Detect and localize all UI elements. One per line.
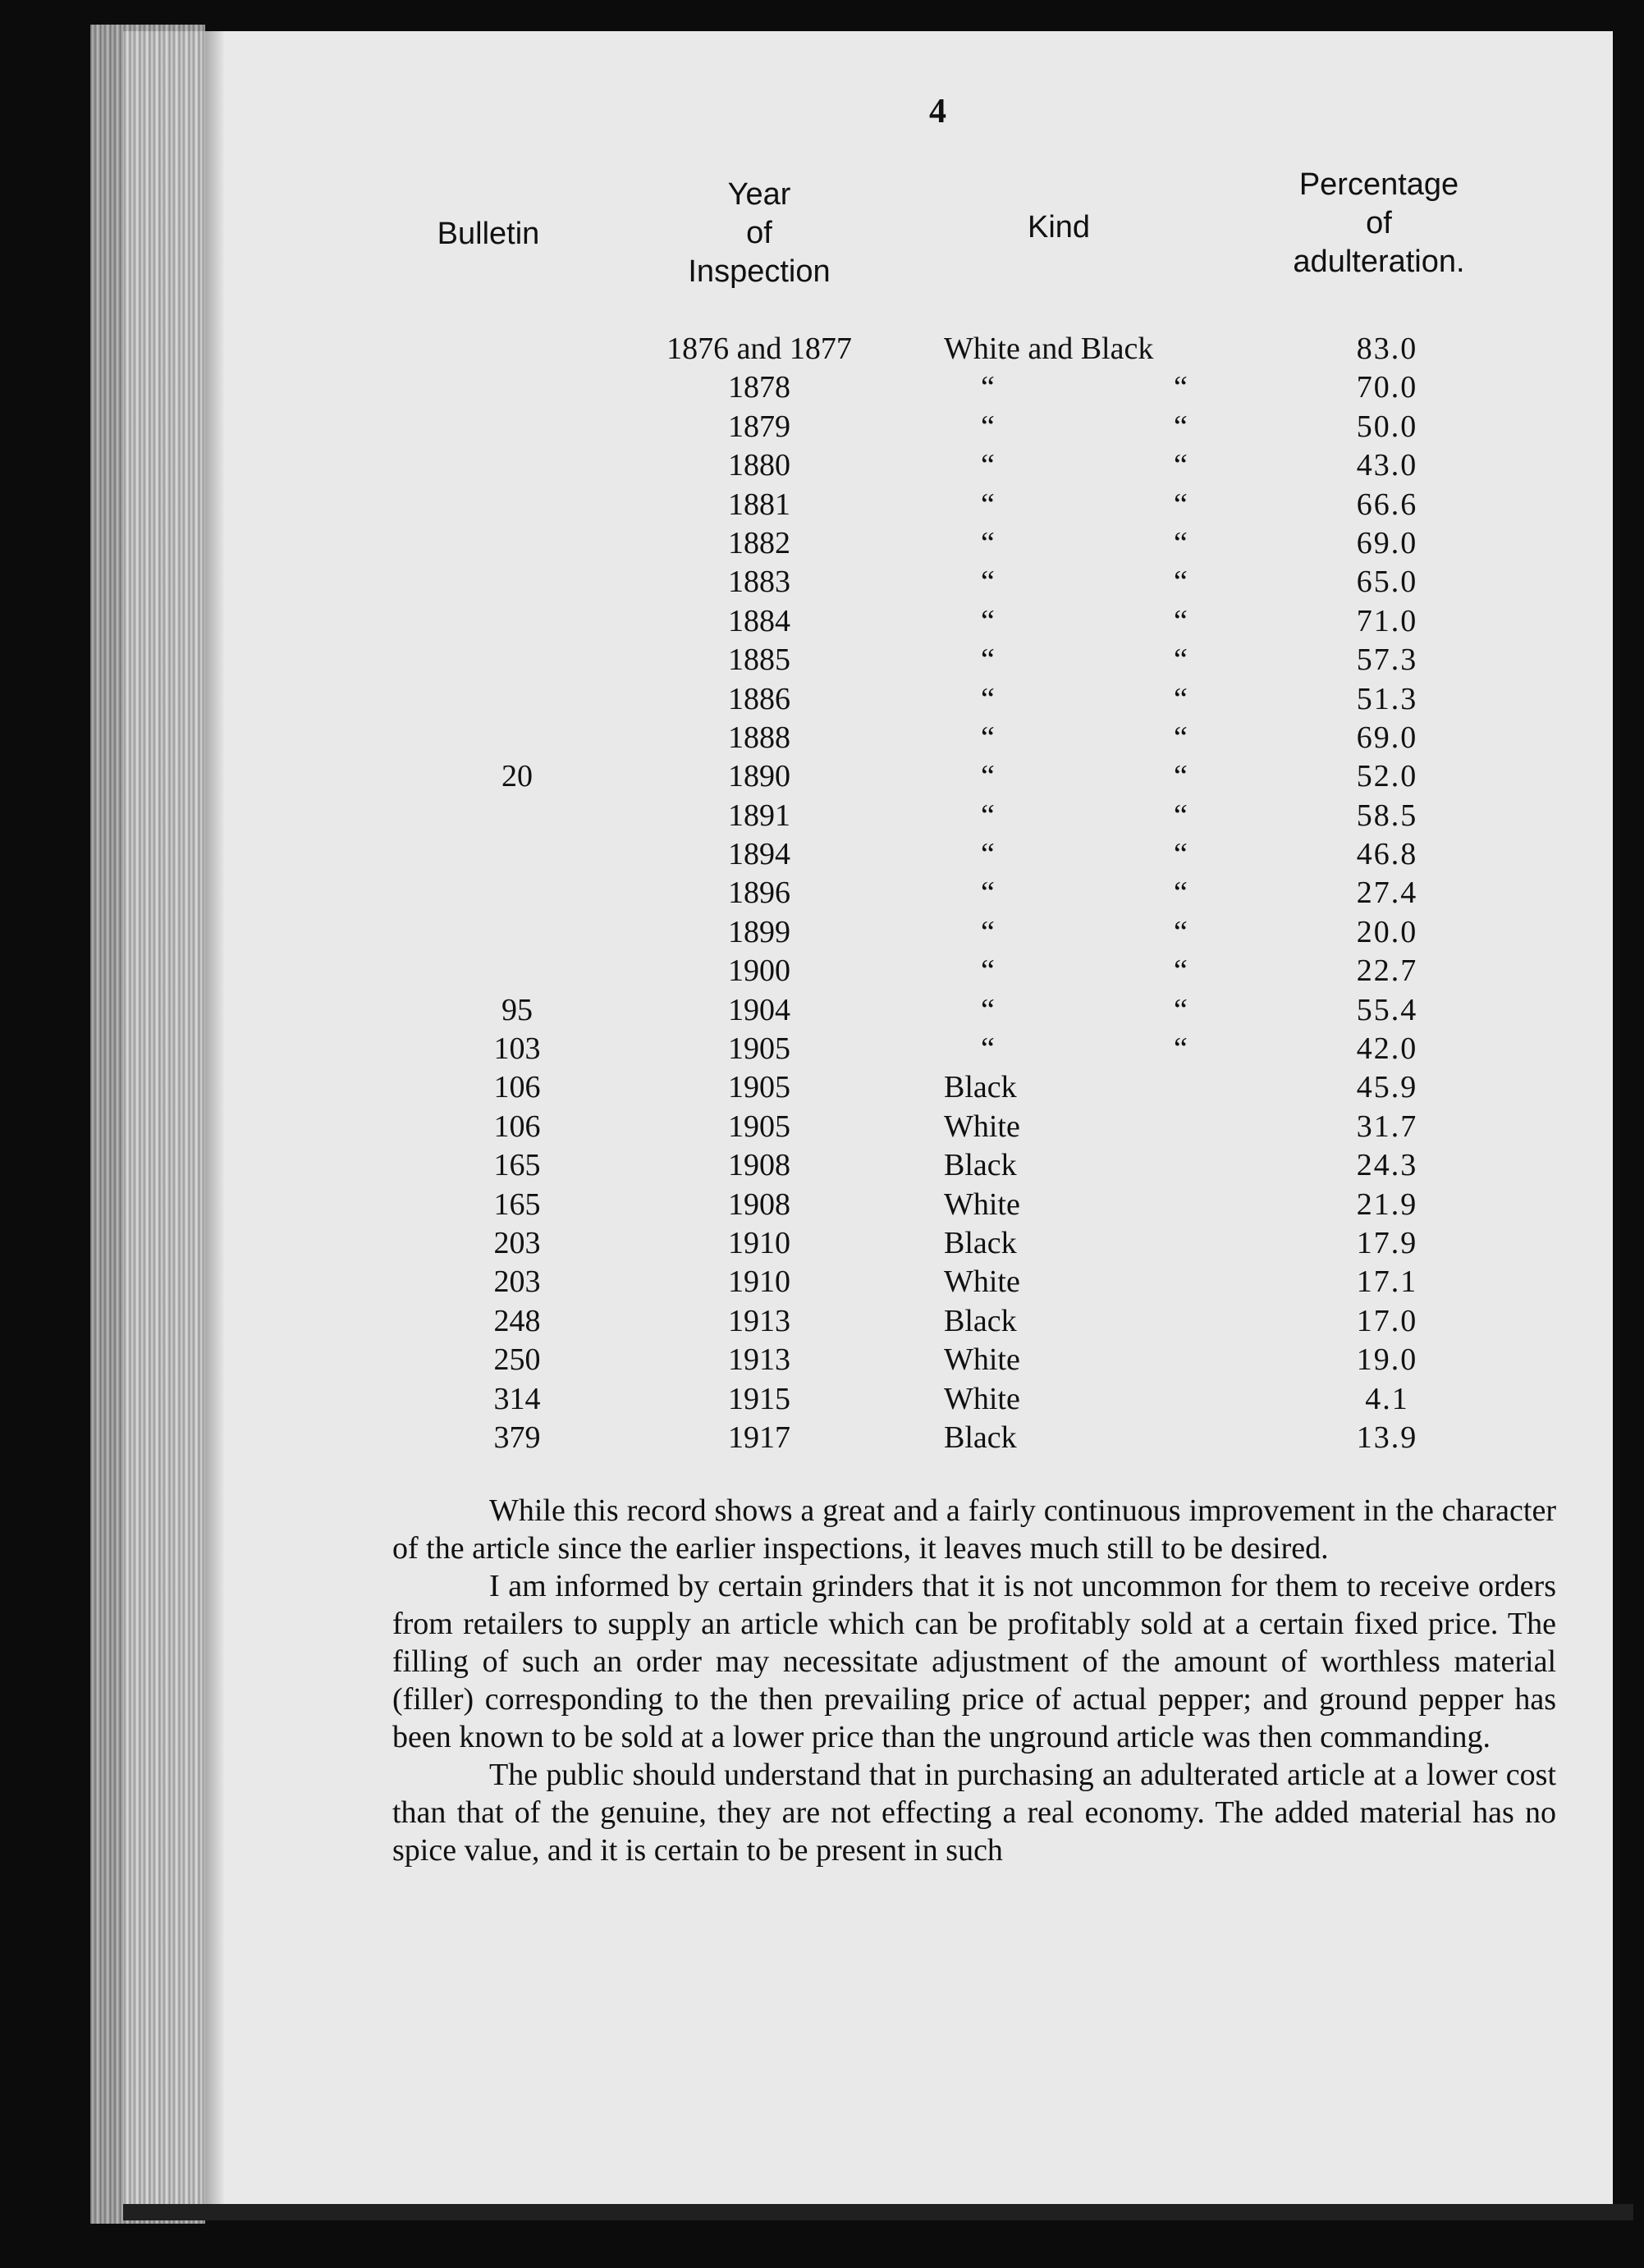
- cell-kind: Black: [944, 1303, 1017, 1338]
- cell-year: 1905: [728, 1109, 790, 1144]
- paragraph: The public should understand that in purchasing an adulterated article at a lower cost than that of the genuine, they are not effecting a real economy. The added material has no spice value, and it is certain to be present in such: [392, 1758, 1556, 1868]
- cell-year: 1881: [728, 487, 790, 522]
- table-row: [0, 563, 1644, 601]
- cell-kind-ditto: “: [1174, 565, 1188, 600]
- cell-percentage: 17.0: [1356, 1303, 1418, 1338]
- header-year-line: of: [746, 216, 772, 250]
- cell-percentage: 20.0: [1356, 914, 1418, 949]
- header-year-line: Year: [727, 177, 791, 212]
- cell-year: 1905: [728, 1031, 790, 1067]
- cell-year: 1880: [728, 448, 790, 483]
- cell-percentage: 66.6: [1356, 487, 1418, 522]
- table-row: [0, 1186, 1644, 1224]
- table-row: [0, 874, 1644, 912]
- cell-kind-ditto: “: [981, 759, 995, 794]
- cell-kind-ditto: “: [1174, 720, 1188, 755]
- header-percentage-line: Percentage: [1298, 167, 1459, 202]
- cell-year: 1899: [728, 914, 790, 949]
- cell-year: 1890: [728, 759, 790, 794]
- cell-kind-ditto: “: [981, 603, 995, 638]
- cell-kind-ditto: “: [1174, 681, 1188, 716]
- table-row: [0, 1419, 1644, 1457]
- cell-kind-ditto: “: [1174, 448, 1188, 483]
- cell-bulletin: 379: [493, 1420, 541, 1455]
- cell-kind: Black: [944, 1420, 1017, 1455]
- table-row: [0, 913, 1644, 952]
- table-row: [0, 408, 1644, 446]
- cell-percentage: 21.9: [1356, 1187, 1418, 1222]
- table-row: [0, 757, 1644, 796]
- cell-bulletin: 203: [493, 1225, 541, 1260]
- cell-kind-ditto: “: [1174, 603, 1188, 638]
- cell-year: 1908: [728, 1148, 790, 1183]
- cell-kind-ditto: “: [981, 992, 995, 1027]
- cell-percentage: 50.0: [1356, 409, 1418, 444]
- cell-percentage: 27.4: [1356, 876, 1418, 911]
- cell-kind-ditto: “: [981, 953, 995, 989]
- cell-kind-ditto: “: [1174, 759, 1188, 794]
- cell-percentage: 55.4: [1356, 992, 1418, 1027]
- cell-kind-ditto: “: [981, 487, 995, 522]
- table-row: [0, 1030, 1644, 1068]
- cell-kind-ditto: “: [981, 720, 995, 755]
- cell-percentage: 4.1: [1365, 1381, 1409, 1416]
- table-row: [0, 641, 1644, 679]
- table-row: [0, 1380, 1644, 1419]
- table-row: [0, 1224, 1644, 1263]
- cell-kind-ditto: “: [1174, 914, 1188, 949]
- cell-percentage: 69.0: [1356, 720, 1418, 755]
- cell-kind-ditto: “: [981, 798, 995, 833]
- cell-year: 1883: [728, 565, 790, 600]
- cell-kind: White and Black: [944, 332, 1154, 366]
- cell-bulletin: 248: [493, 1303, 541, 1338]
- cell-kind: Black: [944, 1070, 1017, 1105]
- cell-kind-ditto: “: [1174, 953, 1188, 989]
- cell-year: 1900: [728, 953, 790, 989]
- cell-percentage: 69.0: [1356, 525, 1418, 560]
- cell-kind-ditto: “: [981, 681, 995, 716]
- cell-year: 1905: [728, 1070, 790, 1105]
- page-bottom-edge: [123, 2204, 1633, 2220]
- header-year-line: Inspection: [688, 254, 831, 289]
- cell-kind-ditto: “: [1174, 370, 1188, 405]
- table-row: [0, 1341, 1644, 1379]
- cell-bulletin: 106: [493, 1109, 541, 1144]
- cell-percentage: 46.8: [1356, 837, 1418, 872]
- header-percentage-line: adulteration.: [1293, 245, 1465, 279]
- cell-kind-ditto: “: [981, 370, 995, 405]
- cell-year: 1908: [728, 1187, 790, 1222]
- cell-year: 1882: [728, 525, 790, 560]
- cell-kind-ditto: “: [981, 914, 995, 949]
- cell-year: 1886: [728, 681, 790, 716]
- cell-kind-ditto: “: [1174, 876, 1188, 911]
- cell-kind-ditto: “: [1174, 798, 1188, 833]
- cell-year: 1904: [728, 992, 790, 1027]
- cell-kind-ditto: “: [1174, 642, 1188, 678]
- cell-bulletin: 103: [493, 1031, 541, 1067]
- cell-kind: White: [944, 1109, 1020, 1144]
- table-row: [0, 602, 1644, 641]
- table-row: [0, 797, 1644, 835]
- table-row: [0, 991, 1644, 1030]
- cell-kind: White: [944, 1264, 1020, 1300]
- cell-percentage: 70.0: [1356, 370, 1418, 405]
- cell-percentage: 58.5: [1356, 798, 1418, 833]
- cell-percentage: 31.7: [1356, 1109, 1418, 1144]
- cell-year: 1884: [728, 603, 790, 638]
- cell-kind-ditto: “: [981, 525, 995, 560]
- cell-bulletin: 203: [493, 1264, 541, 1300]
- cell-kind: Black: [944, 1148, 1017, 1183]
- cell-kind-ditto: “: [981, 565, 995, 600]
- cell-percentage: 17.9: [1356, 1225, 1418, 1260]
- cell-kind-ditto: “: [981, 409, 995, 444]
- table-row: [0, 719, 1644, 757]
- cell-percentage: 42.0: [1356, 1031, 1418, 1067]
- table-row: [0, 1263, 1644, 1301]
- header-kind: Kind: [1027, 210, 1091, 245]
- cell-year: 1896: [728, 876, 790, 911]
- table-row: [0, 952, 1644, 990]
- cell-year: 1891: [728, 798, 790, 833]
- table-row: [0, 835, 1644, 874]
- cell-bulletin: 165: [493, 1187, 541, 1222]
- table-row: [0, 368, 1644, 407]
- cell-kind-ditto: “: [1174, 1031, 1188, 1067]
- table-row: [0, 446, 1644, 485]
- cell-percentage: 51.3: [1356, 681, 1418, 716]
- cell-bulletin: 95: [501, 992, 533, 1027]
- page-number: 4: [929, 93, 946, 130]
- cell-percentage: 19.0: [1356, 1342, 1418, 1378]
- cell-year: 1888: [728, 720, 790, 755]
- cell-bulletin: 165: [493, 1148, 541, 1183]
- table-row: [0, 1302, 1644, 1341]
- cell-percentage: 17.1: [1356, 1264, 1418, 1300]
- cell-kind-ditto: “: [981, 1031, 995, 1067]
- cell-kind-ditto: “: [981, 642, 995, 678]
- header-percentage-line: of: [1366, 206, 1392, 240]
- cell-year: 1913: [728, 1303, 790, 1338]
- cell-year: 1910: [728, 1264, 790, 1300]
- cell-kind-ditto: “: [981, 448, 995, 483]
- body-text: [392, 1492, 1556, 1869]
- header-year: [648, 176, 870, 291]
- cell-year: 1915: [728, 1381, 790, 1416]
- cell-year: 1894: [728, 837, 790, 872]
- cell-year: 1917: [728, 1420, 790, 1455]
- adulteration-table: [0, 330, 1644, 1457]
- table-row: [0, 524, 1644, 563]
- header-percentage: [1256, 166, 1502, 281]
- cell-bulletin: 314: [493, 1381, 541, 1416]
- cell-percentage: 22.7: [1356, 953, 1418, 989]
- table-row: [0, 1108, 1644, 1146]
- cell-year: 1885: [728, 642, 790, 678]
- cell-kind-ditto: “: [1174, 409, 1188, 444]
- cell-kind-ditto: “: [1174, 837, 1188, 872]
- cell-kind: Black: [944, 1225, 1017, 1260]
- cell-percentage: 45.9: [1356, 1070, 1418, 1105]
- cell-year: 1876 and 1877: [666, 332, 852, 366]
- cell-bulletin: 250: [493, 1342, 541, 1378]
- table-row: [0, 486, 1644, 524]
- table-row: [0, 1068, 1644, 1107]
- header-bulletin: Bulletin: [437, 217, 540, 251]
- cell-kind-ditto: “: [981, 837, 995, 872]
- cell-kind-ditto: “: [1174, 992, 1188, 1027]
- cell-kind: White: [944, 1381, 1020, 1416]
- cell-bulletin: 106: [493, 1070, 541, 1105]
- cell-bulletin: 20: [501, 759, 533, 794]
- table-row: [0, 1146, 1644, 1185]
- cell-kind: White: [944, 1342, 1020, 1378]
- table-row: [0, 330, 1644, 368]
- paragraph: While this record shows a great and a fairly continuous improvement in the character of the article since the earlier inspections, it leaves much still to be desired.: [392, 1493, 1556, 1566]
- cell-percentage: 24.3: [1356, 1148, 1418, 1183]
- cell-year: 1913: [728, 1342, 790, 1378]
- paragraph: I am informed by certain grinders that it is not uncommon for them to receive orders from retailers to supply an article which can be profitably sold at a certain fixed price. The filling of such an order may necessitate adjustment of the amount of worthless material (filler) corresponding to the then prevailing price of actual pepper; and ground pepper has been known to be sold at a lower price than the unground article was then commanding.: [392, 1569, 1556, 1754]
- cell-percentage: 83.0: [1356, 332, 1418, 366]
- table-row: [0, 680, 1644, 719]
- cell-year: 1878: [728, 370, 790, 405]
- cell-year: 1910: [728, 1225, 790, 1260]
- cell-percentage: 71.0: [1356, 603, 1418, 638]
- cell-percentage: 57.3: [1356, 642, 1418, 678]
- cell-percentage: 13.9: [1356, 1420, 1418, 1455]
- cell-kind-ditto: “: [1174, 487, 1188, 522]
- cell-kind-ditto: “: [1174, 525, 1188, 560]
- cell-kind-ditto: “: [981, 876, 995, 911]
- cell-year: 1879: [728, 409, 790, 444]
- cell-kind: White: [944, 1187, 1020, 1222]
- cell-percentage: 43.0: [1356, 448, 1418, 483]
- cell-percentage: 52.0: [1356, 759, 1418, 794]
- cell-percentage: 65.0: [1356, 565, 1418, 600]
